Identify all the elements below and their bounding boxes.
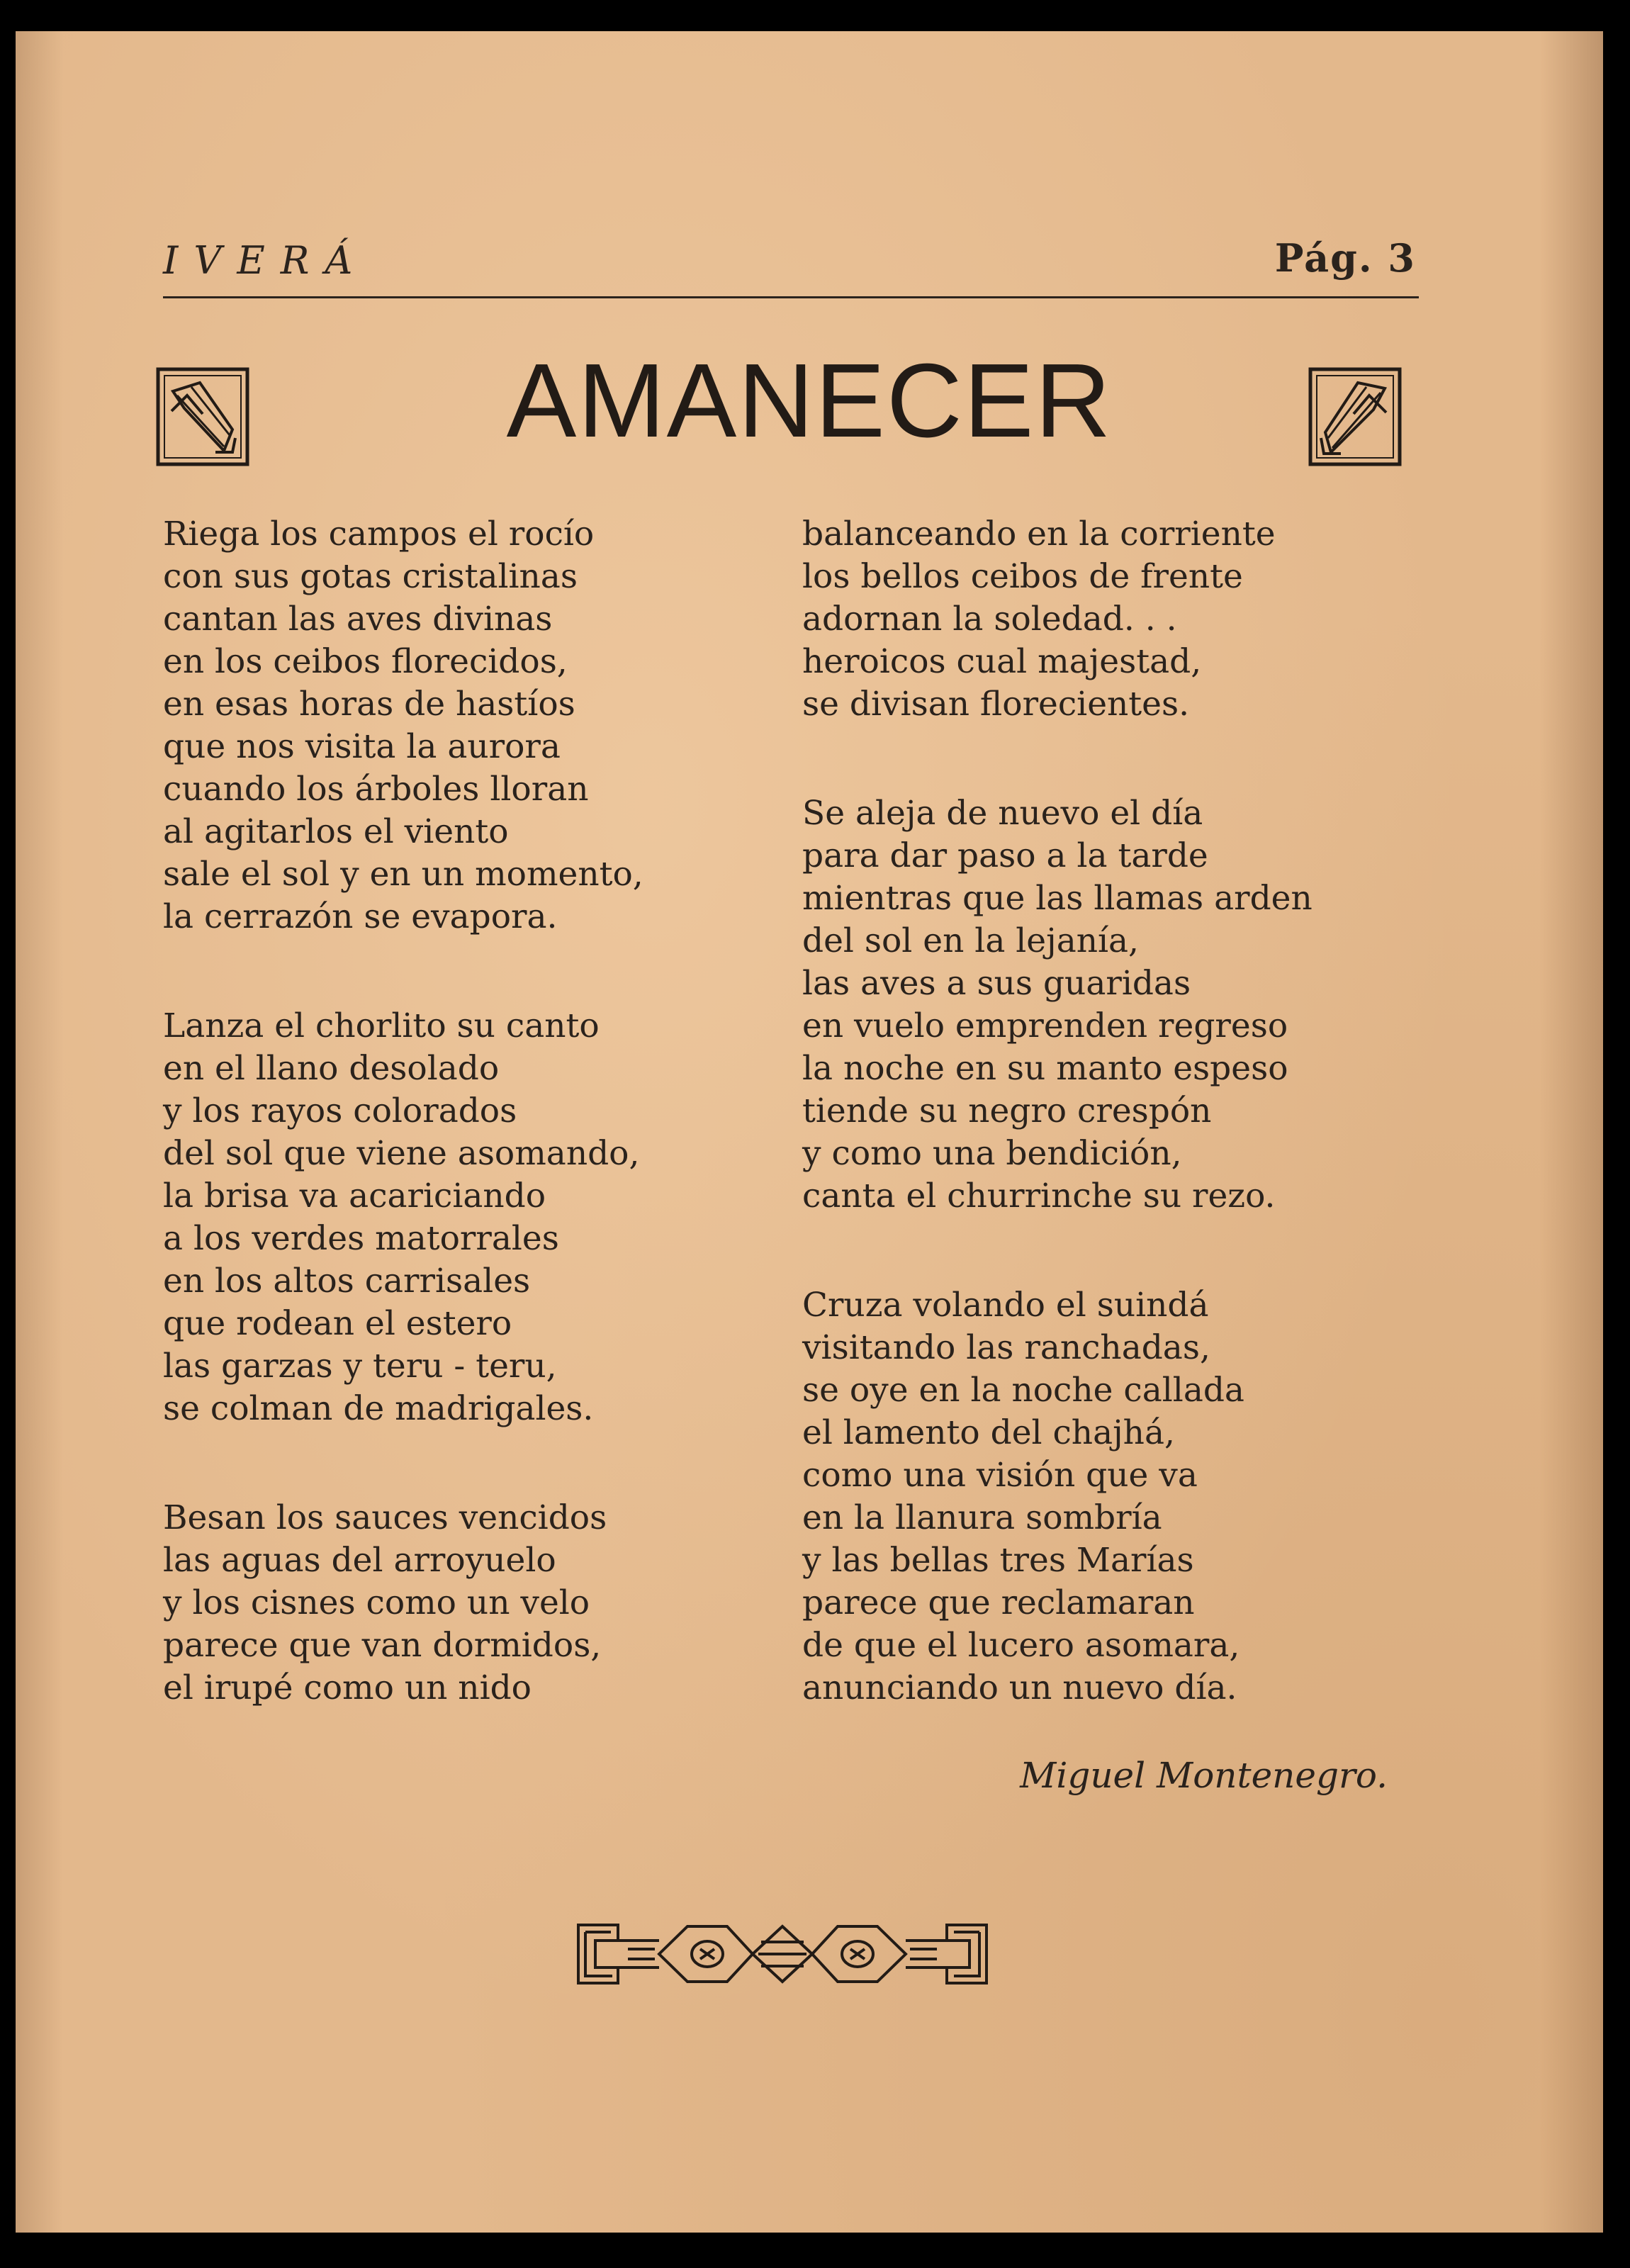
stanza <box>802 792 1440 1218</box>
verse-line: las aguas del arroyuelo <box>163 1541 556 1580</box>
verse-line: en los altos carrisales <box>163 1262 531 1301</box>
verse-line: el lamento del chajhá, <box>802 1413 1175 1452</box>
verse-line: que nos visita la aurora <box>163 727 561 766</box>
poem-right-column <box>802 513 1440 1776</box>
verse-line: al agitarlos el viento <box>163 812 509 851</box>
verse-line: la noche en su manto espeso <box>802 1049 1288 1088</box>
header-rule <box>163 296 1419 298</box>
verse-line: adornan la soledad. . . <box>802 600 1177 639</box>
verse-line: parece que van dormidos, <box>163 1626 602 1665</box>
verse-line: las garzas y teru - teru, <box>163 1347 557 1386</box>
verse-line: del sol en la lejanía, <box>802 921 1139 960</box>
verse-line: del sol que viene asomando, <box>163 1134 640 1173</box>
pen-nib-ornament-icon <box>1308 367 1402 466</box>
verse-line: el irupé como un nido <box>163 1668 532 1707</box>
verse-line: las aves a sus guaridas <box>802 964 1191 1003</box>
verse-line: que rodean el estero <box>163 1304 512 1343</box>
running-title: IVERÁ <box>163 238 369 283</box>
verse-line: cuando los árboles lloran <box>163 770 589 809</box>
poem-left-column <box>163 513 772 1776</box>
verse-line: y los rayos colorados <box>163 1091 517 1130</box>
verse-line: anunciando un nuevo día. <box>802 1668 1237 1707</box>
verse-line: de que el lucero asomara, <box>802 1626 1240 1665</box>
magazine-page <box>16 31 1603 2233</box>
verse-line: los bellos ceibos de frente <box>802 557 1243 596</box>
verse-line: se divisan florecientes. <box>802 685 1190 724</box>
verse-line: a los verdes matorrales <box>163 1219 559 1258</box>
verse-line: sale el sol y en un momento, <box>163 855 643 894</box>
verse-line: balanceando en la corriente <box>802 515 1276 554</box>
verse-line: se oye en la noche callada <box>802 1371 1244 1410</box>
verse-line: se colman de madrigales. <box>163 1389 594 1428</box>
verse-line: mientras que las llamas arden <box>802 879 1313 918</box>
verse-line: Riega los campos el rocío <box>163 515 595 554</box>
verse-line: heroicos cual majestad, <box>802 642 1202 681</box>
verse-line: y como una bendición, <box>802 1134 1182 1173</box>
stanza <box>163 1005 772 1430</box>
poem-title: AMANECER <box>506 342 1113 459</box>
verse-line: en el llano desolado <box>163 1049 500 1088</box>
verse-line: y los cisnes como un velo <box>163 1583 590 1622</box>
verse-line: Besan los sauces vencidos <box>163 1498 607 1537</box>
stanza <box>163 513 772 938</box>
decorative-tail-ornament-icon <box>575 1914 989 1994</box>
verse-line: con sus gotas cristalinas <box>163 557 578 596</box>
verse-line: en la llanura sombría <box>802 1498 1162 1537</box>
verse-line: visitando las ranchadas, <box>802 1328 1210 1367</box>
verse-line: tiende su negro crespón <box>802 1091 1212 1130</box>
verse-line: la brisa va acariciando <box>163 1177 546 1216</box>
verse-line: en vuelo emprenden regreso <box>802 1006 1288 1045</box>
stanza <box>163 1497 772 1710</box>
page-number: Pág. 3 <box>1274 235 1416 281</box>
verse-line: la cerrazón se evapora. <box>163 897 558 936</box>
verse-line: cantan las aves divinas <box>163 600 553 639</box>
verse-line: en los ceibos florecidos, <box>163 642 568 681</box>
verse-line: en esas horas de hastíos <box>163 685 575 724</box>
author-signature: Miguel Montenegro. <box>1020 1755 1388 1796</box>
stanza <box>802 513 1440 726</box>
verse-line: y las bellas tres Marías <box>802 1541 1194 1580</box>
verse-line: para dar paso a la tarde <box>802 836 1208 875</box>
verse-line: parece que reclamaran <box>802 1583 1195 1622</box>
verse-line: Lanza el chorlito su canto <box>163 1006 600 1045</box>
verse-line: canta el churrinche su rezo. <box>802 1177 1276 1216</box>
stanza <box>802 1284 1440 1710</box>
verse-line: Cruza volando el suindá <box>802 1286 1209 1325</box>
verse-line: Se aleja de nuevo el día <box>802 794 1203 833</box>
verse-line: como una visión que va <box>802 1456 1198 1495</box>
